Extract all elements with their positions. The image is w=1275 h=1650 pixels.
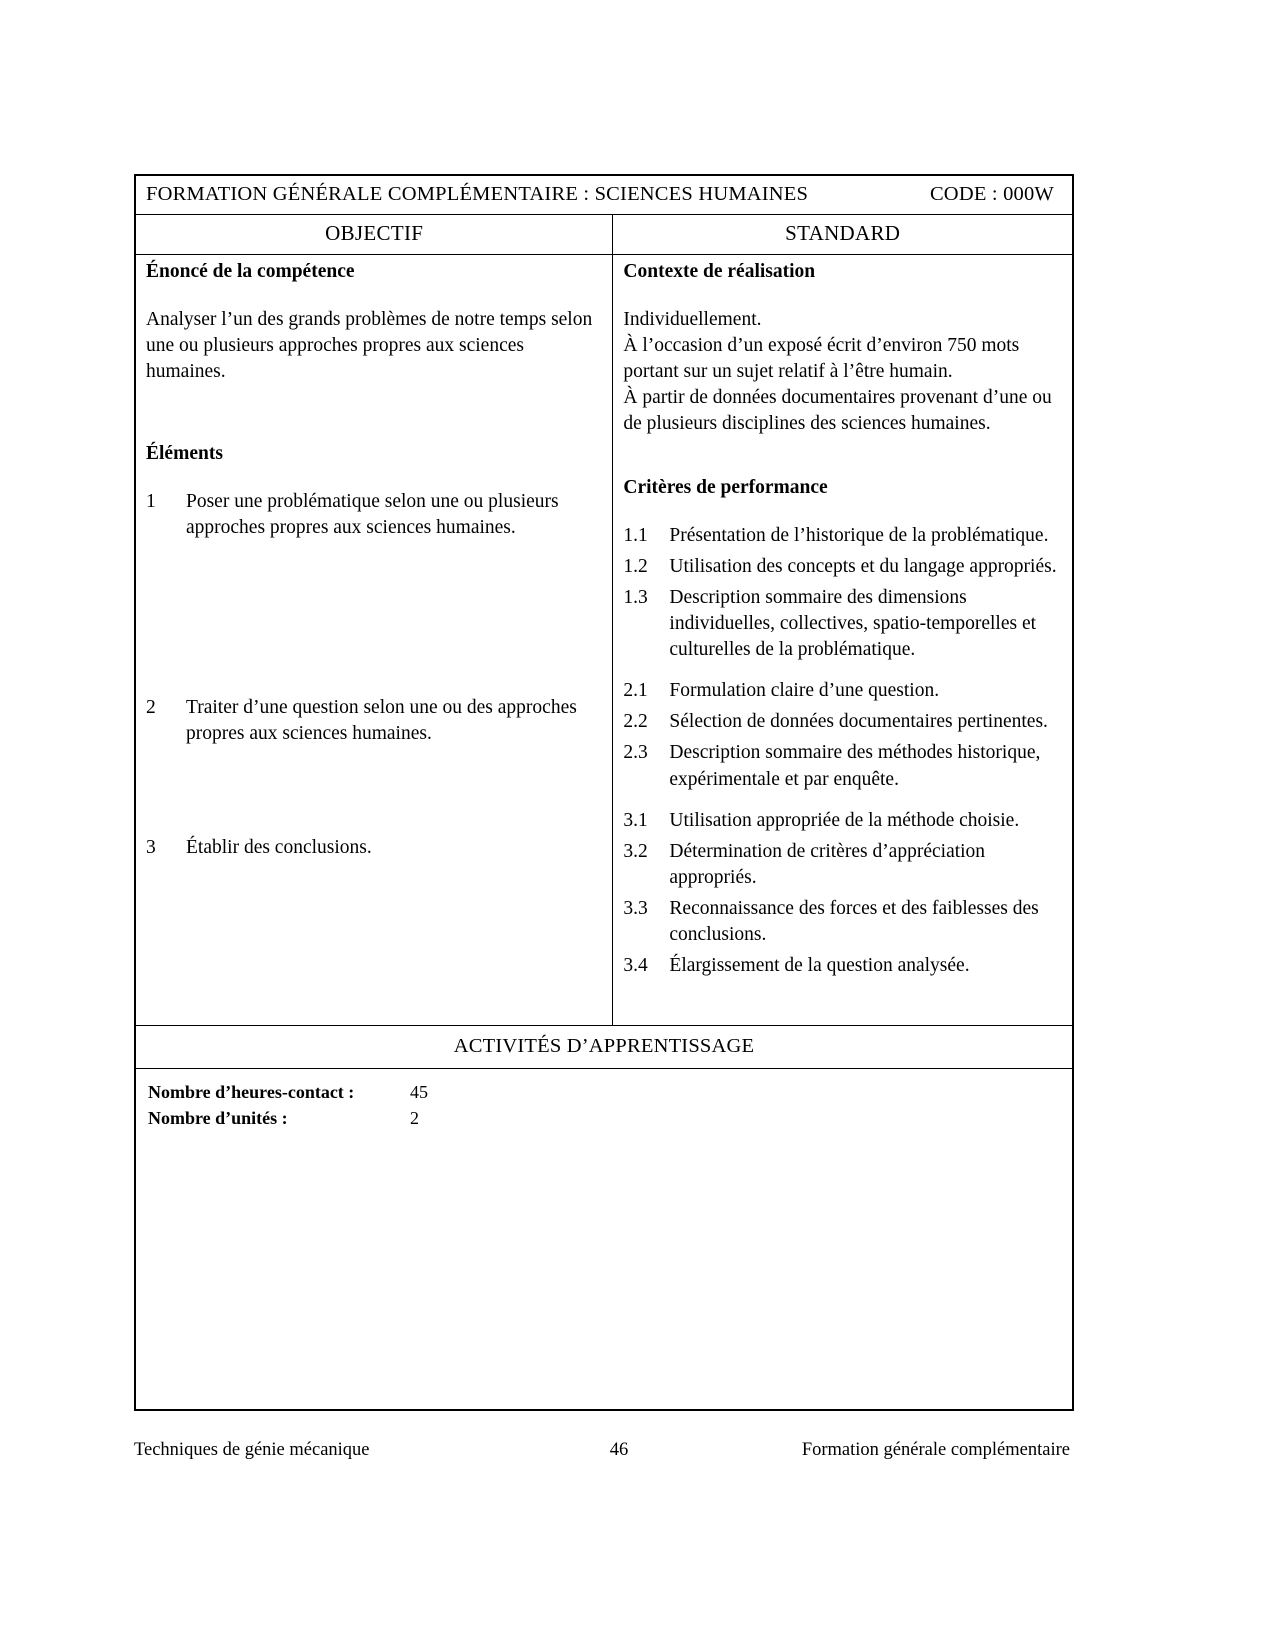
critere-item	[623, 808, 1062, 834]
critere-number: 3.2	[623, 840, 648, 862]
elements-heading: Éléments	[146, 442, 223, 464]
critere-item	[623, 896, 1062, 948]
table-content-row	[135, 255, 1073, 1026]
critere-text: Présentation de l’historique de la problématique.	[669, 524, 1049, 546]
critere-text: Détermination de critères d’appréciation appropriés.	[669, 840, 986, 888]
objectif-header-cell	[135, 215, 613, 255]
element-number: 2	[146, 697, 156, 719]
standard-cell	[613, 255, 1073, 1026]
critere-number: 2.2	[623, 711, 648, 733]
competency-code: CODE : 000W	[929, 183, 1054, 205]
activities-heading: ACTIVITÉS D’APPRENTISSAGE	[453, 1035, 755, 1058]
activities-header-row	[135, 1026, 1073, 1069]
table-column-headers	[135, 215, 1073, 255]
column-header-objectif: OBJECTIF	[325, 221, 424, 245]
contexte-line: À l’occasion d’un exposé écrit d’environ 750 mots portant sur un sujet relatif à l’être humain.	[623, 334, 1020, 382]
critere-item	[623, 678, 1062, 704]
critere-number: 3.4	[623, 955, 648, 977]
hours-contact-line	[148, 1079, 1060, 1105]
criteres-heading: Critères de performance	[623, 476, 828, 498]
enonce-heading: Énoncé de la compétence	[146, 261, 355, 282]
critere-item	[623, 740, 1062, 792]
critere-number: 1.3	[623, 586, 648, 608]
critere-text: Reconnaissance des forces et des faiblesses des conclusions.	[669, 898, 1039, 946]
element-item	[146, 835, 602, 861]
hours-contact-value: 45	[410, 1082, 428, 1103]
critere-number: 2.3	[623, 742, 648, 764]
objectif-cell	[135, 255, 613, 1026]
critere-item	[623, 523, 1062, 549]
critere-item	[623, 953, 1062, 979]
activities-content-cell	[135, 1069, 1073, 1411]
units-label: Nombre d’unités :	[148, 1108, 288, 1129]
footer-program: Techniques de génie mécanique	[134, 1440, 370, 1460]
critere-text: Utilisation des concepts et du langage appropriés.	[669, 555, 1057, 577]
title-cell	[135, 175, 1073, 215]
element-text: Établir des conclusions.	[186, 837, 372, 859]
competency-table	[134, 174, 1074, 1411]
critere-item	[623, 554, 1062, 580]
critere-number: 1.1	[623, 524, 648, 546]
element-number: 3	[146, 837, 156, 859]
activities-content-row	[135, 1069, 1073, 1411]
page-footer	[134, 1440, 1074, 1461]
critere-text: Sélection de données documentaires pertinentes.	[669, 711, 1048, 733]
units-line	[148, 1105, 1060, 1131]
footer-page-number: 46	[609, 1440, 629, 1460]
column-header-standard: STANDARD	[785, 221, 901, 245]
critere-item	[623, 585, 1062, 663]
critere-text: Élargissement de la question analysée.	[669, 955, 970, 977]
element-item	[146, 695, 602, 747]
table-title-row	[135, 175, 1073, 215]
element-text: Poser une problématique selon une ou plusieurs approches propres aux sciences humaines.	[186, 490, 559, 538]
element-item	[146, 489, 602, 541]
enonce-text: Analyser l’un des grands problèmes de notre temps selon une ou plusieurs approches propres aux sciences humaines.	[146, 309, 593, 382]
critere-text: Utilisation appropriée de la méthode choisie.	[669, 809, 1020, 831]
critere-number: 2.1	[623, 680, 648, 702]
critere-text: Description sommaire des méthodes historique, expérimentale et par enquête.	[669, 742, 1041, 790]
footer-section: Formation générale complémentaire	[801, 1440, 1070, 1460]
critere-text: Description sommaire des dimensions individuelles, collectives, spatio-temporelles et culturelles de la problématique.	[669, 586, 1037, 661]
hours-contact-label: Nombre d’heures-contact :	[148, 1082, 355, 1103]
units-value: 2	[410, 1108, 419, 1129]
critere-number: 1.2	[623, 555, 648, 577]
contexte-heading: Contexte de réalisation	[623, 261, 816, 282]
standard-header-cell	[613, 215, 1073, 255]
contexte-line: Individuellement.	[623, 309, 762, 330]
critere-item	[623, 709, 1062, 735]
contexte-line: À partir de données documentaires provenant d’une ou de plusieurs disciplines des sciences humaines.	[623, 386, 1052, 434]
activities-header-cell	[135, 1026, 1073, 1069]
critere-number: 3.3	[623, 898, 648, 920]
critere-number: 3.1	[623, 809, 648, 831]
critere-item	[623, 839, 1062, 891]
critere-text: Formulation claire d’une question.	[669, 680, 940, 702]
program-title: FORMATION GÉNÉRALE COMPLÉMENTAIRE : SCIENCES HUMAINES	[146, 183, 809, 205]
element-number: 1	[146, 490, 156, 512]
element-text: Traiter d’une question selon une ou des approches propres aux sciences humaines.	[186, 697, 577, 745]
